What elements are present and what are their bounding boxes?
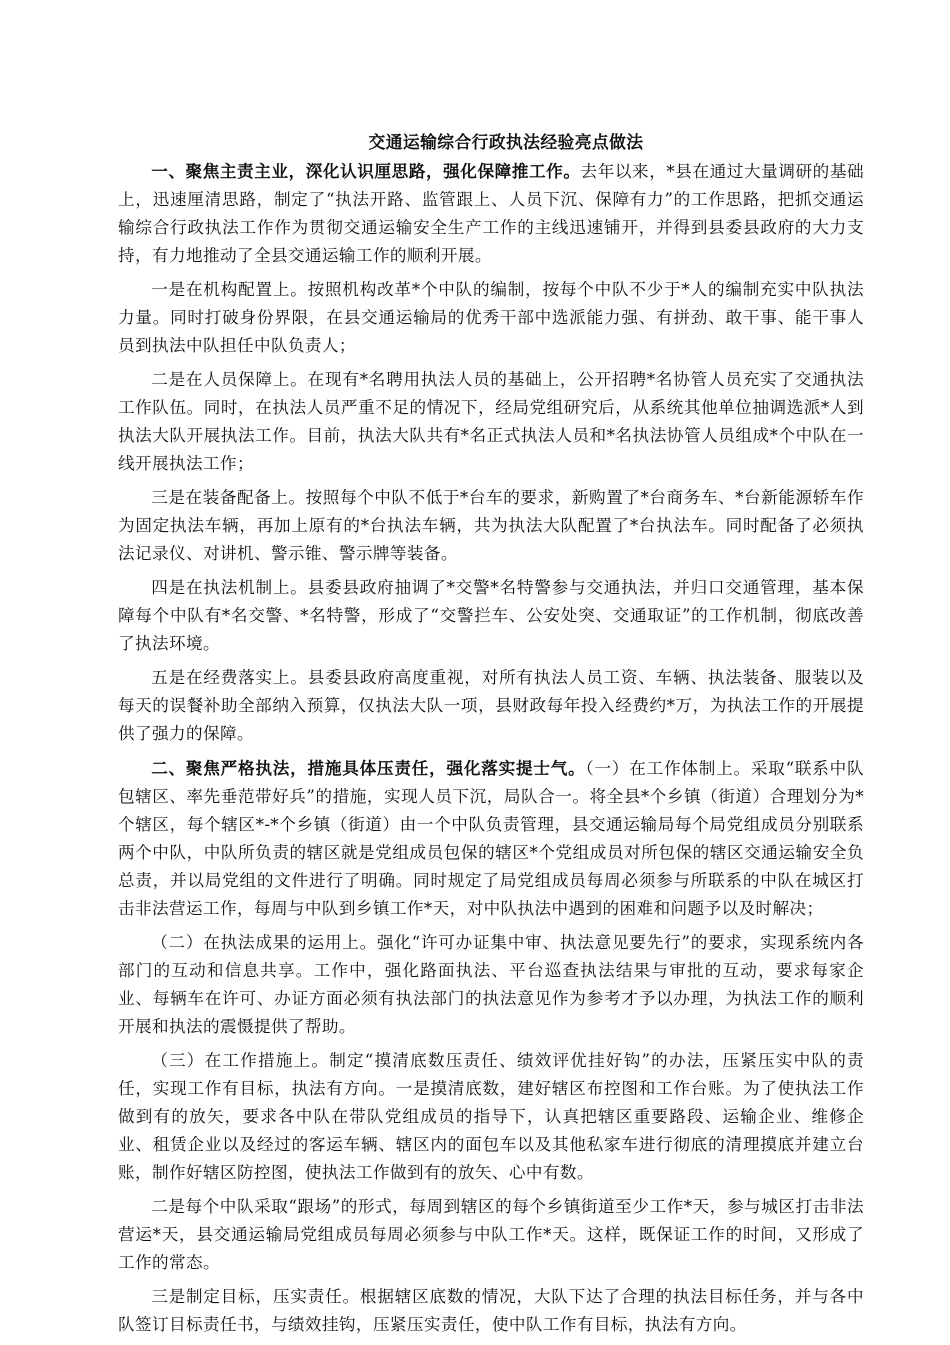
paragraph-text: 二是每个中队采取“跟场”的形式，每周到辖区的每个乡镇街道至少工作*天，参与城区打击非法营运*天，县交通运输局党组成员每周必须参与中队工作*天。这样，既保证工作的时间，又形成了工作的常态。 bbox=[118, 1197, 864, 1272]
paragraph-text: 五是在经费落实上。县委县政府高度重视，对所有执法人员工资、车辆、执法装备、服装以及每天的误餐补助全部纳入预算，仅执法大队一项，县财政每年投入经费约*万，为执法工作的开展提供了强力的保障。 bbox=[118, 668, 864, 743]
section-heading: 一、聚焦主责主业，深化认识厘思路，强化保障推工作。 bbox=[151, 161, 581, 181]
paragraph-text: 一是在机构配置上。按照机构改革*个中队的编制，按每个中队不少于*人的编制充实中队执法力量。同时打破身份界限，在县交通运输局的优秀干部中选派能力强、有拼劲、敢干事、能干事人员到执法中队担任中队负责人； bbox=[118, 280, 864, 355]
paragraph-text: 四是在执法机制上。县委县政府抽调了*交警*名特警参与交通执法，并归口交通管理，基本保障每个中队有*名交警、*名特警，形成了“交警拦车、公安处突、交通取证”的工作机制，彻底改善了执法环境。 bbox=[118, 578, 864, 653]
paragraph-text: （三）在工作措施上。制定“摸清底数压责任、绩效评优挂好钩”的办法，压紧压实中队的责任，实现工作有目标，执法有方向。一是摸清底数，建好辖区布控图和工作台账。为了使执法工作做到有的放矢，要求各中队在带队党组成员的指导下，认真把辖区重要路段、运输企业、维修企业、租赁企业以及经过的客运车辆、辖区内的面包车以及其他私家车进行彻底的清理摸底并建立台账，制作好辖区防控图，使执法工作做到有的放矢、心中有数。 bbox=[118, 1051, 864, 1182]
document-title: 交通运输综合行政执法经验亮点做法 bbox=[368, 132, 644, 152]
paragraph-text: （二）在执法成果的运用上。强化“许可办证集中审、执法意见要先行”的要求，实现系统内各部门的互动和信息共享。工作中，强化路面执法、平台巡查执法结果与审批的互动，要求每家企业、每辆车在许可、办证方面必须有执法部门的执法意见作为参考才予以办理，为执法工作的顺利开展和执法的震慑提供了帮助。 bbox=[118, 933, 864, 1036]
paragraph-text: （一）在工作体制上。采取“联系中队包辖区、率先垂范带好兵”的措施，实现人员下沉，局队合一。将全县*个乡镇（街道）合理划分为*个辖区，每个辖区*-*个乡镇（街道）由一个中队负责管理，县交通运输局每个局党组成员分别联系两个中队，中队所负责的辖区就是党组成员包保的辖区*个党组成员对所包保的辖区交通运输安全负总责，并以局党组的文件进行了明确。同时规定了局党组成员每周必须参与所联系的中队在城区打击非法营运工作，每周与中队到乡镇工作*天，对中队执法中遇到的困难和问题予以及时解决； bbox=[118, 759, 865, 918]
paragraph bbox=[118, 1047, 864, 1187]
paragraph bbox=[118, 366, 864, 478]
paragraph bbox=[118, 276, 864, 360]
paragraph-text: 三是制定目标，压实责任。根据辖区底数的情况，大队下达了合理的执法目标任务，并与各中队签订目标责任书，与绩效挂钩，压紧压实责任，使中队工作有目标，执法有方向。 bbox=[118, 1287, 864, 1334]
paragraph bbox=[118, 1193, 864, 1277]
paragraph bbox=[118, 574, 864, 658]
paragraph-text: 二是在人员保障上。在现有*名聘用执法人员的基础上，公开招聘*名协管人员充实了交通执法工作队伍。同时，在执法人员严重不足的情况下，经局党组研究后，从系统其他单位抽调选派*人到执法大队开展执法工作。目前，执法大队共有*名正式执法人员和*名执法协管人员组成*个中队在一线开展执法工作； bbox=[118, 370, 864, 473]
document-page bbox=[118, 127, 864, 1345]
document-body bbox=[118, 157, 864, 1339]
paragraph bbox=[118, 484, 864, 568]
paragraph bbox=[118, 664, 864, 748]
paragraph bbox=[118, 157, 864, 270]
paragraph bbox=[118, 754, 864, 923]
paragraph-text: 去年以来，*县在通过大量调研的基础上，迅速厘清思路，制定了“执法开路、监管跟上、人员下沉、保障有力”的工作思路，把抓交通运输综合行政执法工作作为贯彻交通运输安全生产工作的主线迅速铺开，并得到县委县政府的大力支持，有力地推动了全县交通运输工作的顺利开展。 bbox=[118, 162, 864, 265]
paragraph bbox=[118, 1283, 864, 1339]
paragraph-text: 三是在装备配备上。按照每个中队不低于*台车的要求，新购置了*台商务车、*台新能源轿车作为固定执法车辆，再加上原有的*台执法车辆，共为执法大队配置了*台执法车。同时配备了必须执法记录仪、对讲机、警示锥、警示牌等装备。 bbox=[118, 488, 864, 563]
section-heading: 二、聚焦严格执法，措施具体压责任，强化落实提士气。 bbox=[151, 758, 586, 778]
paragraph bbox=[118, 929, 864, 1041]
